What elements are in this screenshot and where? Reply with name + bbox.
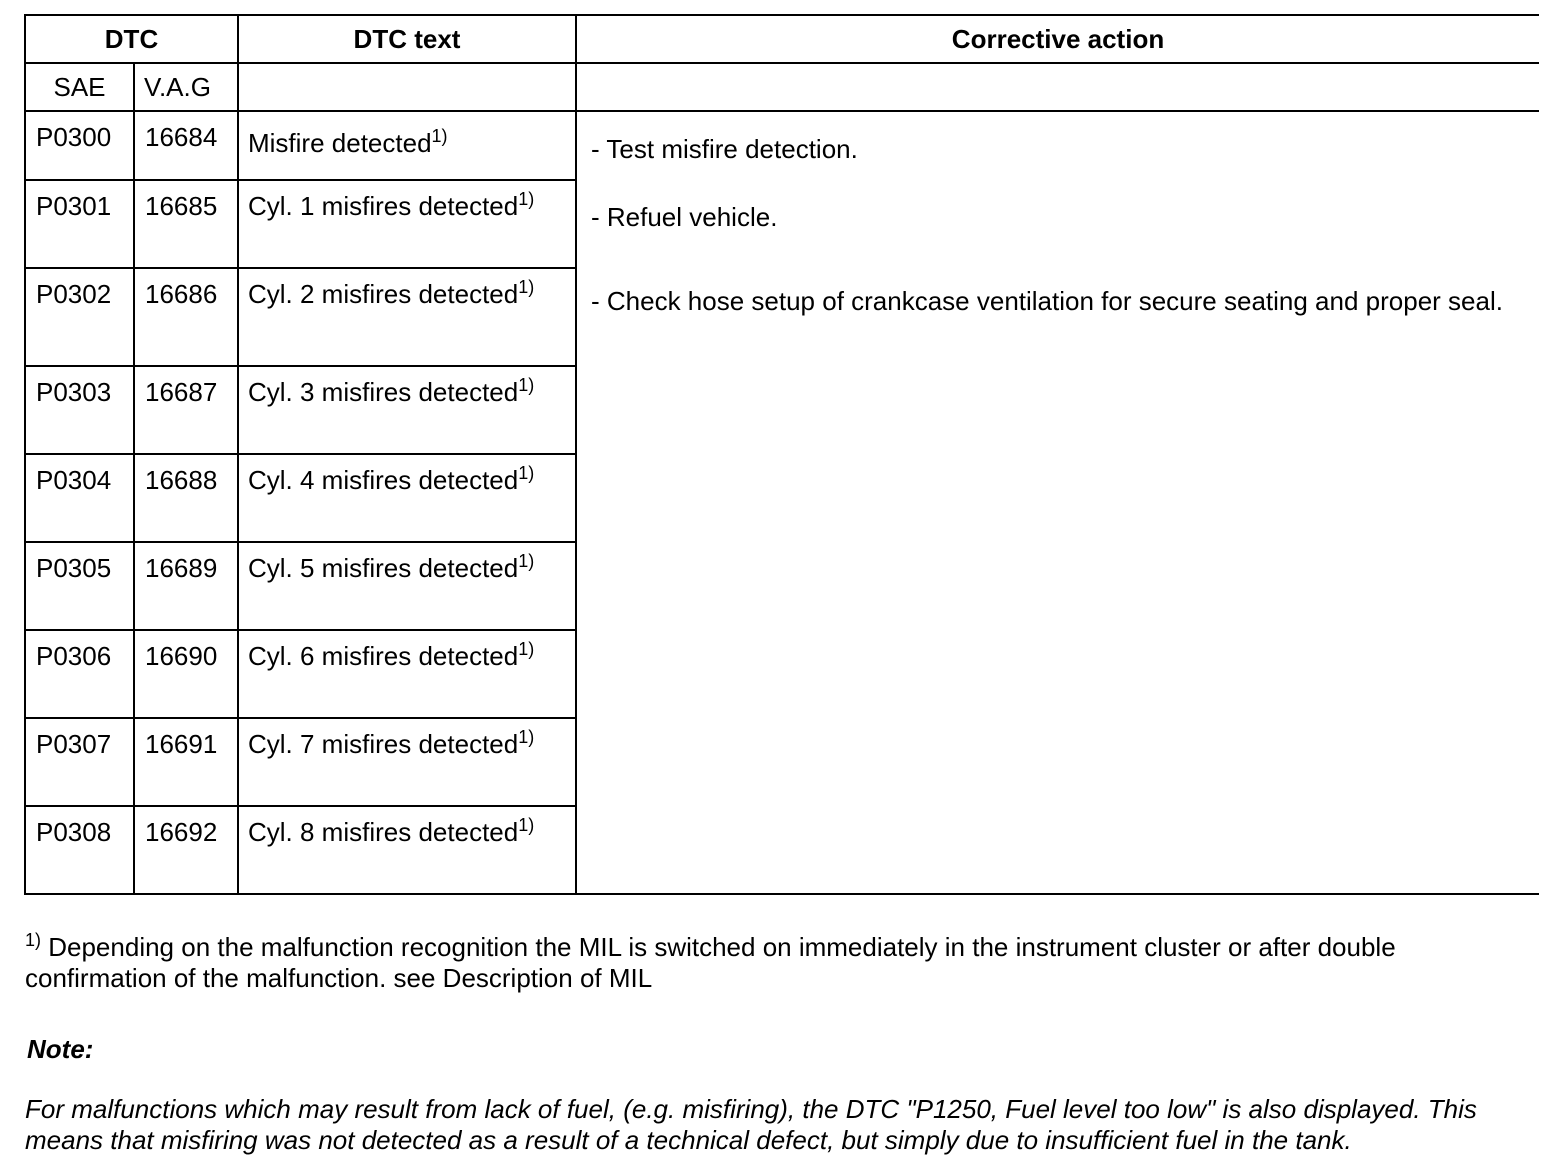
dtc-text: Cyl. 5 misfires detected [248,553,519,583]
vag-code: 16684 [134,111,238,180]
note-title: Note: [27,1034,94,1064]
table-header-row [25,15,1539,63]
dtc-text-cell [238,630,576,718]
vag-code: 16688 [134,454,238,542]
footnote-ref: 1) [518,189,535,209]
dtc-text-cell [238,454,576,542]
sae-code: P0301 [25,180,134,268]
dtc-text: Cyl. 6 misfires detected [248,641,519,671]
dtc-table [24,14,1539,895]
action-item: - Refuel vehicle. [591,202,778,232]
footnote-ref: 1) [518,551,535,571]
dtc-text: Cyl. 1 misfires detected [248,191,519,221]
footnote [25,932,1525,994]
dtc-text-cell [238,111,576,180]
vag-code: 16685 [134,180,238,268]
sae-code: P0307 [25,718,134,806]
header-empty-text [238,63,576,111]
header-vag: V.A.G [134,63,238,111]
footnote-ref: 1) [518,639,535,659]
dtc-text: Cyl. 3 misfires detected [248,377,519,407]
vag-code: 16687 [134,366,238,454]
header-dtc-text: DTC text [238,15,576,63]
dtc-text-cell [238,268,576,366]
dtc-text-cell [238,542,576,630]
header-sae: SAE [25,63,134,111]
note-text: For malfunctions which may result from lack of fuel, (e.g. misfiring), the DTC "P1250, Fuel level too low" is also displayed. This means that misfiring was not detected as a result of a technical defect, but simply due to insufficient fuel in the tank. [25,1094,1477,1155]
footnote-ref: 1) [518,277,535,297]
action-item: - Check hose setup of crankcase ventilation for secure seating and proper seal. [591,286,1503,316]
table-subheader-row [25,63,1539,111]
vag-code: 16691 [134,718,238,806]
dtc-text-cell [238,180,576,268]
vag-code: 16690 [134,630,238,718]
sae-code: P0302 [25,268,134,366]
sae-code: P0308 [25,806,134,894]
table-row [25,111,1539,180]
dtc-text: Misfire detected [248,128,432,158]
footnote-ref: 1) [431,126,448,146]
corrective-action-cell [576,111,1539,894]
dtc-text: Cyl. 4 misfires detected [248,465,519,495]
sae-code: P0304 [25,454,134,542]
dtc-text: Cyl. 8 misfires detected [248,817,519,847]
footnote-ref: 1) [518,815,535,835]
action-item: - Test misfire detection. [591,134,858,164]
header-corrective-action: Corrective action [576,15,1539,63]
vag-code: 16692 [134,806,238,894]
sae-code: P0305 [25,542,134,630]
vag-code: 16689 [134,542,238,630]
dtc-text-cell [238,718,576,806]
footnote-text: Depending on the malfunction recognition the MIL is switched on immediately in the instrument cluster or after double confirmation of the malfunction. see Description of MIL [25,932,1396,993]
vag-code: 16686 [134,268,238,366]
sae-code: P0306 [25,630,134,718]
footnote-ref: 1) [518,375,535,395]
sae-code: P0300 [25,111,134,180]
dtc-text: Cyl. 2 misfires detected [248,279,519,309]
sae-code: P0303 [25,366,134,454]
footnote-ref: 1) [518,463,535,483]
dtc-text-cell [238,806,576,894]
dtc-text: Cyl. 7 misfires detected [248,729,519,759]
header-empty-action [576,63,1539,111]
header-dtc: DTC [25,15,238,63]
footnote-ref: 1) [518,727,535,747]
dtc-text-cell [238,366,576,454]
footnote-marker: 1) [25,930,42,950]
